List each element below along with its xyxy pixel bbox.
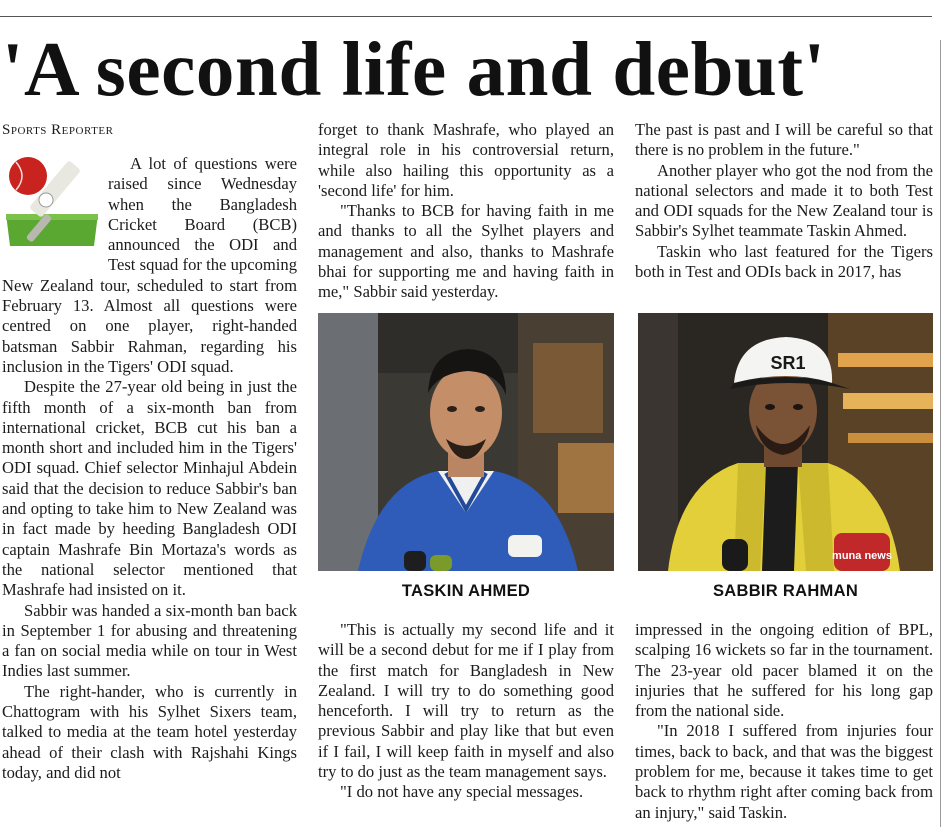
- page-edge-rule: [940, 40, 941, 827]
- top-rule: [0, 16, 932, 17]
- paragraph: impressed in the ongoing edition of BPL, scalping 16 wickets so far in the tournament. The 23-year old pacer blamed it on the injuries that he suffered for his long gap from the national side.: [635, 620, 933, 721]
- paragraph: The right-hander, who is currently in Chattogram with his Sylhet Sixers team, talked to media at the team hotel yesterday ahead of their clash with Rajshahi Kings today, and did not: [2, 681, 297, 782]
- byline: Sports Reporter: [2, 122, 114, 138]
- article-column-2-bottom: [318, 620, 614, 803]
- paragraph: Despite the 27-year old being in just the fifth month of a six-month ban from international cricket, BCB cut his ban a month short and included him in the Tigers' ODI squad. Chief selector Minhajul Abdein said that the decision to reduce Sabbir's ban and opting to take him to New Zealand was in fact made by heeding Bangladesh ODI captain Mashrafe Bin Mortaza's words as the national selector mentioned that Mashrafe had insisted on it.: [2, 377, 297, 600]
- mic-brand-text: muna news: [832, 550, 892, 562]
- paragraph: "Thanks to BCB for having faith in me and thanks to all the Sylhet players and management and also, thanks to Mashrafe bhai for supporting me and having faith in me," Sabbir said yesterday.: [318, 201, 614, 302]
- paragraph: forget to thank Mashrafe, who played an integral role in his controversial return, while also hailing this opportunity as a 'second life' for him.: [318, 120, 614, 200]
- photo-taskin-illustration: [318, 313, 614, 571]
- paragraph: Taskin who last featured for the Tigers both in Test and ODIs back in 2017, has: [635, 241, 933, 282]
- paragraph: Another player who got the nod from the national selectors and made it to both Test and ODI squads for the New Zealand tour is Sabbir's Sylhet teammate Taskin Ahmed.: [635, 160, 933, 241]
- paragraph: "I do not have any special messages.: [340, 782, 584, 802]
- photo-sabbir-illustration: [638, 313, 933, 571]
- paragraph: "This is actually my second life and it will be a second debut for me if I play from the first match for Bangladesh in New Zealand. I will try to do something good henceforth. I will try to return as the previous Sabbir and play like that but even if I fail, I will keep faith in myself and also try to do just as the team management says.: [318, 620, 614, 782]
- article-column-3-top: [635, 120, 933, 282]
- photo-caption-sabbir: SABBIR RAHMAN: [712, 582, 859, 600]
- photo-taskin-ahmed: [318, 313, 614, 571]
- cap-logo-text: SR1: [770, 353, 806, 373]
- paragraph: The past is past and I will be careful so that there is no problem in the future.": [635, 120, 933, 160]
- paragraph: "In 2018 I suffered from injuries four times, back to back, and that was the biggest problem for me, because it takes time to get back to rhythm right after coming back from an injury," said Taskin.: [635, 721, 933, 822]
- cricket-logo-icon: [2, 154, 102, 258]
- paragraph: A lot of questions were raised since Wednesday when the Bangladesh Cricket Board (BCB) announced the ODI and Test squad for the upcoming New Zealand tour, scheduled to start from February 13. Almost all questions were centred on one player, right-handed batsman Sabbir Rahman, regarding his inclusion in the Tigers' ODI squad.: [2, 154, 297, 376]
- article-column-3-bottom: [635, 620, 933, 823]
- photo-caption-taskin: TASKIN AHMED: [401, 582, 531, 600]
- paragraph: Sabbir was handed a six-month ban back in September 1 for abusing and threatening a fan on social media while on tour in West Indies last summer.: [2, 600, 297, 681]
- article-column-2-top: [318, 120, 614, 303]
- article-column-1: [2, 120, 297, 783]
- photo-sabbir-rahman: [638, 313, 933, 571]
- headline: 'A second life and debut': [2, 26, 826, 112]
